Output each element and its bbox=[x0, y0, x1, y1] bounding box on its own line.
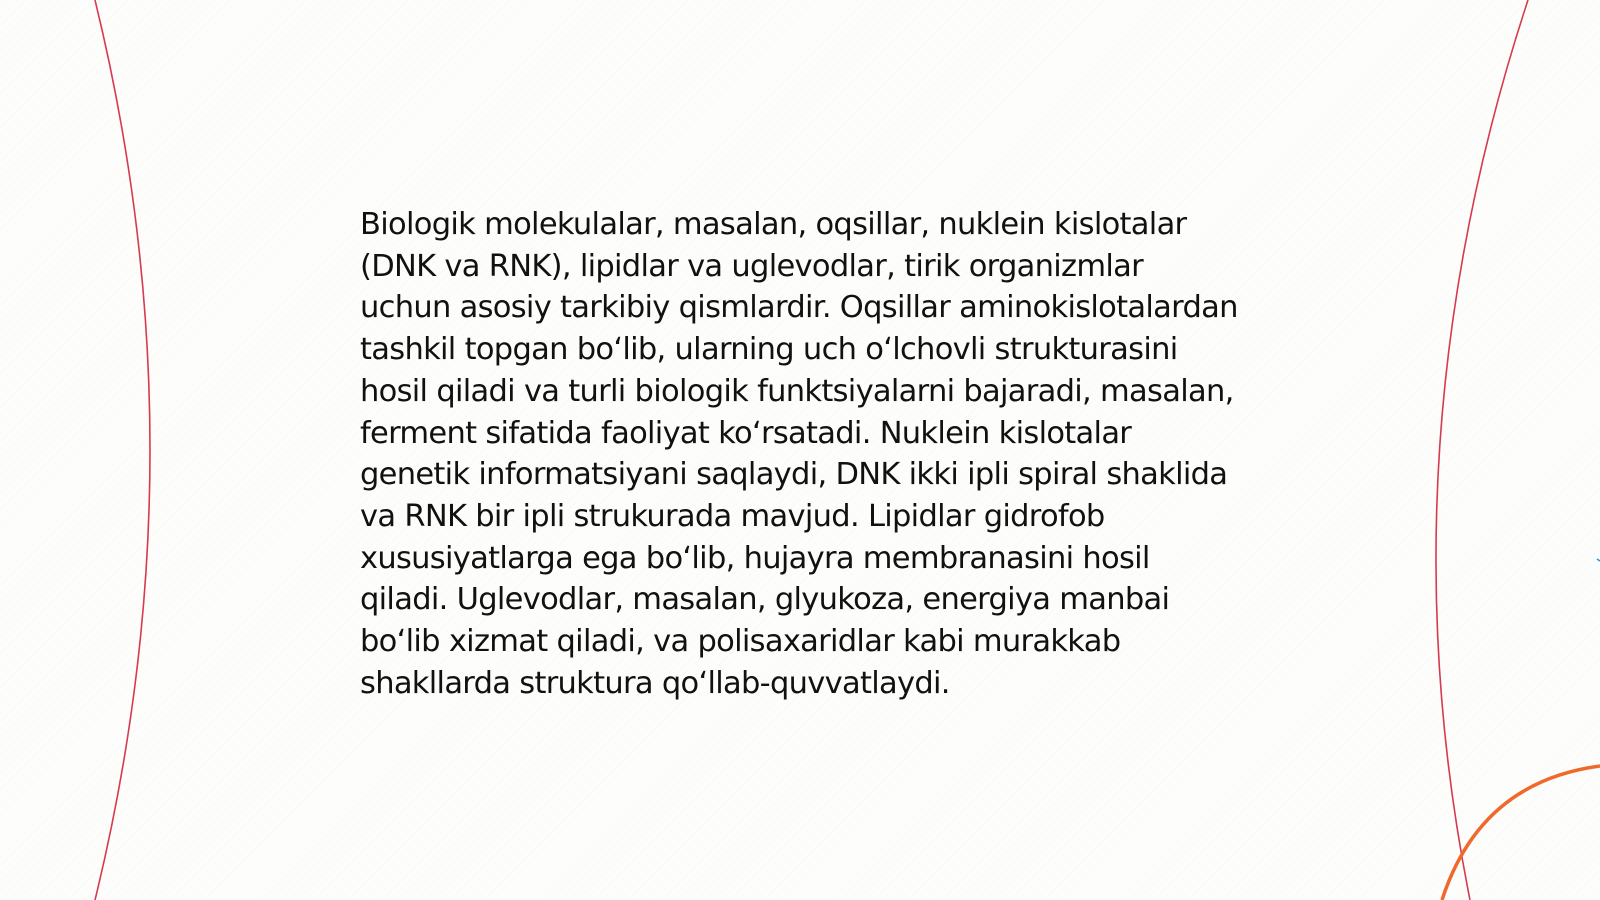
slide-body-text: Biologik molekulalar, masalan, oqsillar, nuklein kislotalar (DNK va RNK), lipidlar va uglevodlar, tirik organizmlar uchun asosiy tarkibiy qismlardir. Oqsillar aminokislotalardan tashkil topgan bo‘lib, ularning uch o‘lchovli strukturasini hosil qiladi va turli biologik funktsiyalarni bajaradi, masalan, ferment sifatida faoliyat ko‘rsatadi. Nuklein kislotalar genetik informatsiyani saqlaydi, DNK ikki ipli spiral shaklida va RNK bir ipli strukurada mavjud. Lipidlar gidrofob xususiyatlarga ega bo‘lib, hujayra membranasini hosil qiladi. Uglevodlar, masalan, glyukoza, energiya manbai bo‘lib xizmat qiladi, va polisaxaridlar kabi murakkab shakllarda struktura qo‘llab-quvvatlaydi. bbox=[360, 207, 1238, 701]
left-curve bbox=[95, 0, 150, 900]
right-curve bbox=[1436, 0, 1528, 900]
